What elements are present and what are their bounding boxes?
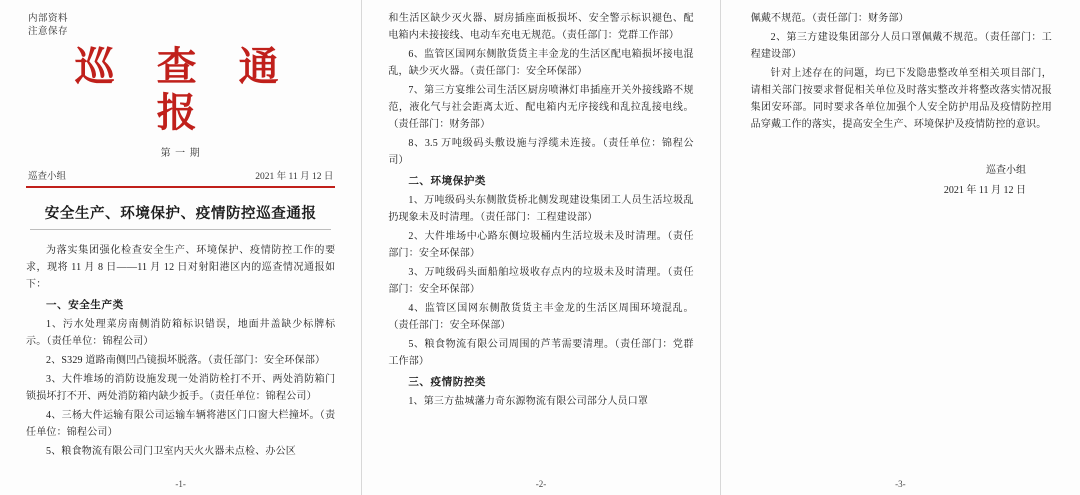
document-page-1 (0, 0, 361, 495)
masthead-red-rule (26, 186, 335, 188)
list-item: 7、第三方宴维公司生活区厨房喷淋灯串插座开关外接线路不规范，液化气与社会距离太近、配电箱内无序接线和乱拉乱接电线。（责任部门：财务部） (388, 85, 694, 130)
page-title: 安全生产、环境保护、疫情防控巡查通报 (44, 206, 317, 222)
page-folio: -2- (535, 479, 547, 489)
list-item: 3、万吨级码头面船舶垃圾收存点内的垃圾未及时清理。（责任部门：安全环保部） (388, 267, 694, 295)
list-item: 5、粮食物流有限公司门卫室内天火火器未点检、办公区 (46, 446, 296, 457)
list-item: 3、大件堆场的消防设施发现一处消防栓打不开、两处消防箱门锁损坏打不开、两处消防箱内缺少扳手。（责任单位：锦程公司） (26, 374, 336, 402)
page-folio: -1- (175, 479, 186, 489)
signature-date: 2021 年 11 月 12 日 (943, 185, 1026, 196)
title-divider (30, 229, 331, 230)
section-heading-environment: 二、环境保护类 (408, 176, 487, 187)
list-item: 4、三杨大件运输有限公司运输车辆将港区门口窗大栏撞坏。（责任单位：锦程公司） (26, 410, 336, 438)
issue-number: 第 一 期 (160, 148, 201, 159)
signature-issuer: 巡查小组 (986, 165, 1026, 176)
list-item: 1、万吨级码头东侧散货桥北侧发现建设集团工人员生活垃圾乱扔现象未及时清理。（责任部门：工程建设部） (388, 195, 694, 223)
paragraph-closing: 针对上述存在的问题，均已下发隐患整改单至相关项目部门，请相关部门按要求督促相关单位及时落实整改并将整改落实情况报集团安环部。同时要求各单位加强个人安全防护用品及疫情防控用品穿戴工作的落实，提高安全生产、环境保护及疫情防控的意识。 (750, 68, 1052, 130)
issue-date: 2021 年 11 月 12 日 (255, 172, 334, 182)
list-item: 8、3.5 万吨级码头敷设施与浮缆未连接。（责任单位：锦程公司） (388, 138, 694, 166)
list-item: 1、污水处理菜房南侧消防箱标识错误，地面井盖缺少标牌标示。（责任单位：锦程公司） (26, 319, 336, 347)
list-item: 5、粮食物流有限公司周围的芦苇需要清理。（责任部门：党群工作部） (388, 339, 694, 367)
section-heading-safety: 一、安全生产类 (46, 300, 124, 311)
paragraph-continued: 和生活区缺少灭火器、厨房插座面板损坏、安全警示标识褪色、配电箱内未接接线、电动车充电无规范。（责任部门：党群工作部） (388, 13, 694, 41)
section-heading-epidemic: 三、疫情防控类 (408, 377, 487, 388)
list-item: 1、第三方盐城藩力奇东源物流有限公司部分人员口罩 (408, 396, 649, 407)
list-item: 6、监管区国网东侧散货货主丰金龙的生活区配电箱损坏接电混乱，缺少灭火器。（责任部门：安全环保部） (388, 49, 694, 77)
paragraph-intro: 为落实集团强化检查安全生产、环境保护、疫情防控工作的要求，现将 11 月 8 日——11 月 12 日对射阳港区内的巡查情况通报如下： (26, 245, 336, 290)
document-page-3 (721, 0, 1080, 495)
paragraph-continued: 佩戴不规范。（责任部门：财务部） (750, 13, 909, 24)
issuer-label: 巡查小组 (28, 172, 67, 182)
internal-stamp (28, 12, 335, 38)
stamp-line-1: 内部资料 (28, 13, 69, 24)
stamp-line-2: 注意保存 (28, 26, 69, 37)
list-item: 2、S329 道路南侧凹凸镜损坏脱落。（责任部门：安全环保部） (46, 355, 326, 366)
signature-block (751, 161, 1052, 201)
masthead-meta (26, 168, 335, 182)
list-item: 4、监管区国网东侧散货货主丰金龙的生活区周围环境混乱。（责任部门：安全环保部） (388, 303, 694, 331)
document-page-2 (362, 0, 719, 495)
masthead-title: 巡 查 通 报 (74, 44, 295, 135)
list-item: 2、第三方建设集团部分人员口罩佩戴不规范。（责任部门：工程建设部） (750, 32, 1052, 60)
list-item: 2、大件堆场中心路东侧垃圾桶内生活垃圾未及时清理。（责任部门：安全环保部） (388, 231, 694, 259)
page-folio: -3- (895, 479, 906, 489)
